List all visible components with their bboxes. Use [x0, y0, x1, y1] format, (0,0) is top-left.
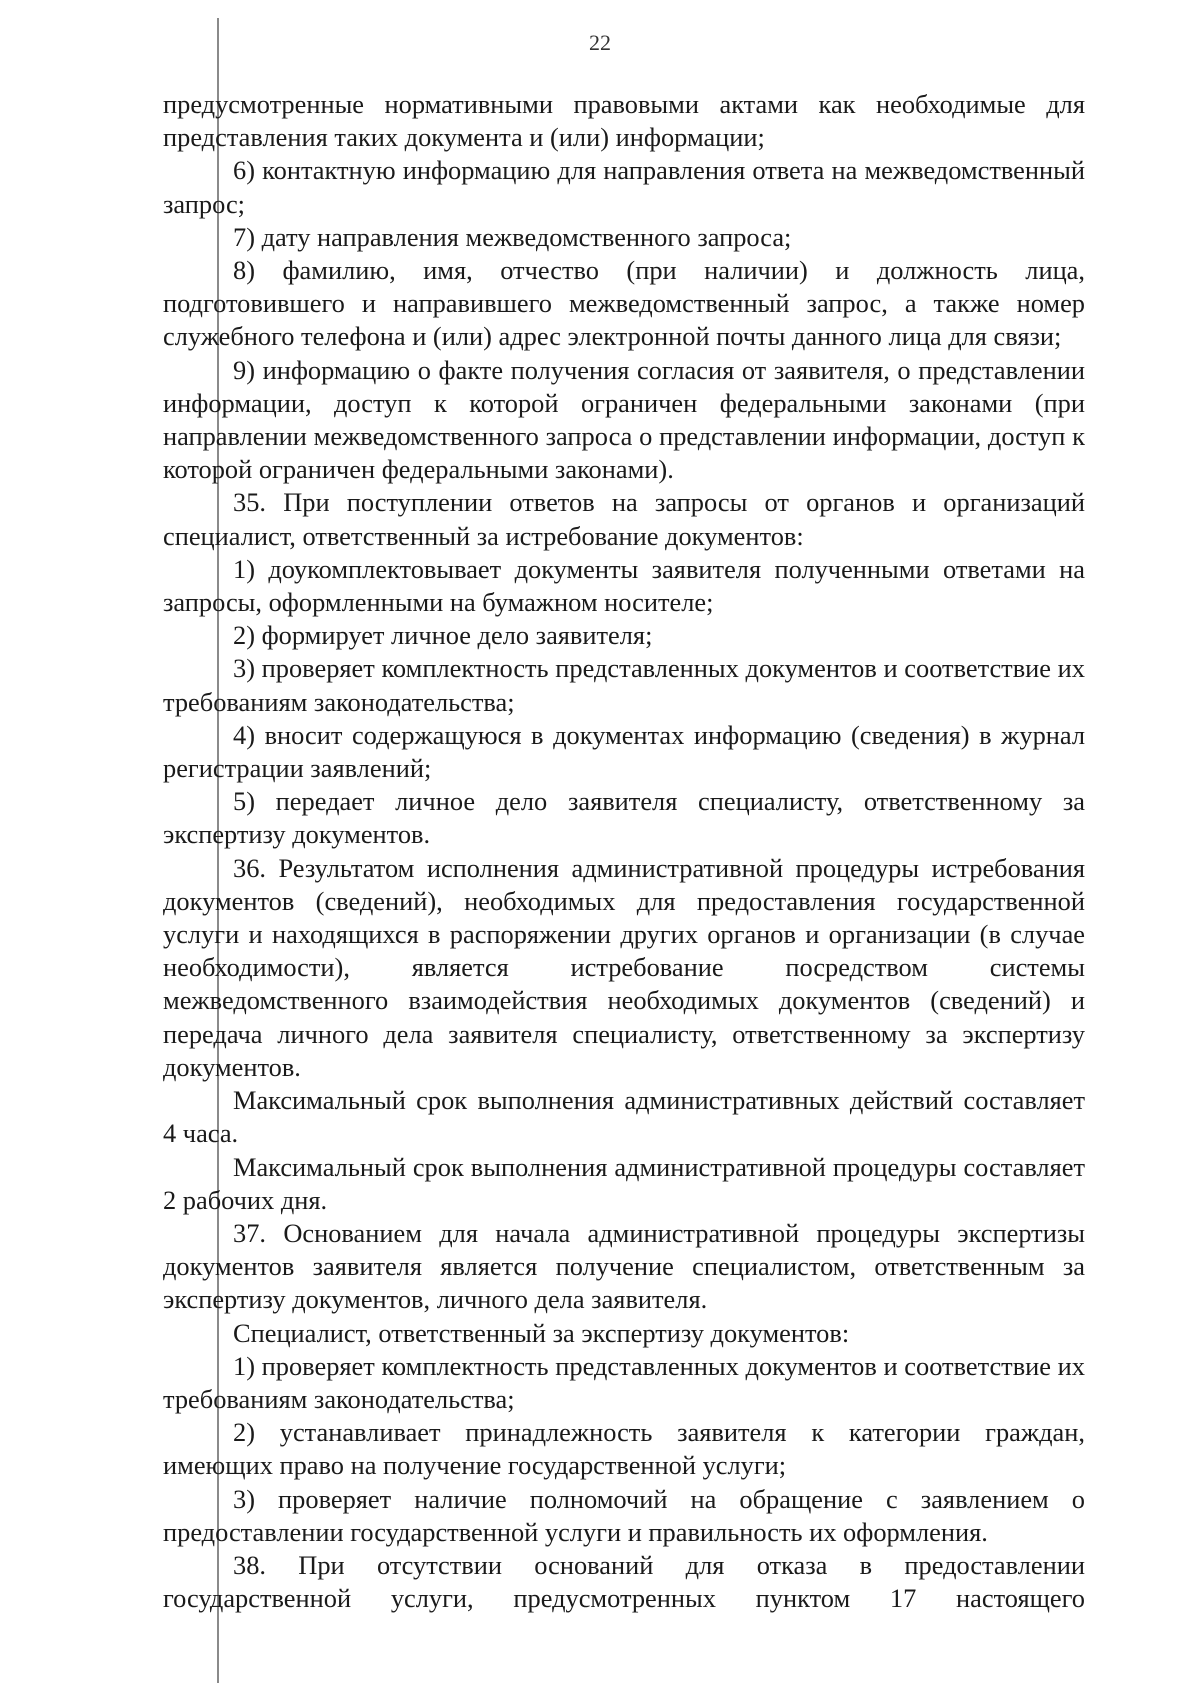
- paragraph: предусмотренные нормативными правовыми актами как необходимые для представления таких документа и (или) информации;: [163, 89, 1085, 153]
- paragraph: 8) фамилию, имя, отчество (при наличии) и должность лица, подготовившего и направившего межведомственный запрос, а также номер служебного телефона и (или) адрес электронной почты данного лица для связи;: [163, 255, 1085, 352]
- paragraph: 6) контактную информацию для направления ответа на межведомственный запрос;: [163, 155, 1085, 219]
- paragraph: 1) доукомплектовывает документы заявителя полученными ответами на запросы, оформленными на бумажном носителе;: [163, 553, 1085, 618]
- paragraph: Максимальный срок выполнения административной процедуры составляет 2 рабочих дня.: [163, 1151, 1085, 1215]
- paragraph: 1) проверяет комплектность представленных документов и соответствие их требованиям законодательства;: [163, 1350, 1085, 1414]
- paragraph: 7) дату направления межведомственного запроса;: [233, 221, 792, 252]
- paragraph: 3) проверяет наличие полномочий на обращение с заявлением о предоставлении государственной услуги и правильность их оформления.: [163, 1483, 1085, 1547]
- paragraph: Максимальный срок выполнения административных действий составляет 4 часа.: [163, 1085, 1085, 1149]
- paragraph: 37. Основанием для начала административной процедуры экспертизы документов заявителя является получение специалистом, ответственным за экспертизу документов, личного дела заявителя.: [163, 1217, 1085, 1315]
- paragraph: 9) информацию о факте получения согласия от заявителя, о представлении информации, доступ к которой ограничен федеральными законами (при направлении межведомственного запроса о представлении информации, доступ к которой ограничен федеральными законами).: [163, 354, 1085, 485]
- document-body: [163, 88, 1085, 1615]
- paragraph: 35. При поступлении ответов на запросы от органов и организаций специалист, ответственный за истребование документов:: [163, 487, 1085, 551]
- paragraph: 5) передает личное дело заявителя специалисту, ответственному за экспертизу документов.: [163, 786, 1085, 850]
- paragraph: Специалист, ответственный за экспертизу документов:: [233, 1317, 850, 1348]
- paragraph: 36. Результатом исполнения административной процедуры истребования документов (сведений), необходимых для предоставления государственной услуги и находящихся в распоряжении других органов и организации (в случае необходимости), является истребование посредством системы межведомственного взаимодействия необходимых документов (сведений) и передача личного дела заявителя специалисту, ответственному за экспертизу документов.: [163, 852, 1085, 1082]
- paragraph: 2) формирует личное дело заявителя;: [233, 620, 653, 651]
- paragraph: 2) устанавливает принадлежность заявителя к категории граждан, имеющих право на получение государственной услуги;: [163, 1417, 1085, 1481]
- paragraph: 3) проверяет комплектность представленных документов и соответствие их требованиям законодательства;: [163, 653, 1085, 717]
- paragraph: 38. При отсутствии оснований для отказа в предоставлении государственной услуги, предусмотренных пунктом 17 настоящего: [163, 1549, 1085, 1614]
- paragraph: 4) вносит содержащуюся в документах информацию (сведения) в журнал регистрации заявлений;: [163, 719, 1085, 784]
- page-number: 22: [589, 30, 611, 55]
